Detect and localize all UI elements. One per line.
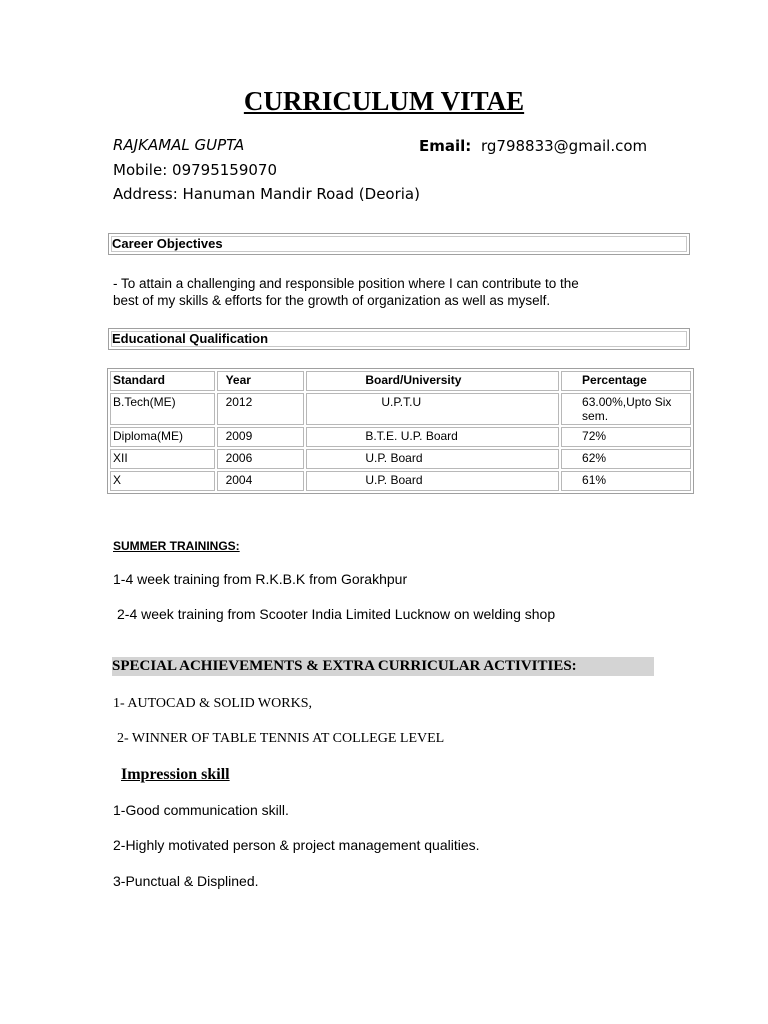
address: Address: Hanuman Mandir Road (Deoria) [113, 185, 420, 203]
mobile-number: Mobile: 09795159070 [113, 161, 278, 179]
document-title: CURRICULUM VITAE [243, 86, 525, 116]
table-cell: 2012 [217, 393, 305, 425]
table-cell: Diploma(ME) [110, 427, 215, 447]
table-cell: U.P.T.U [306, 393, 559, 425]
summer-training-item: 1-4 week training from R.K.B.K from Gorakhpur [113, 571, 408, 587]
column-header: Percentage [561, 371, 691, 391]
table-row [110, 449, 691, 469]
career-objectives-heading [108, 233, 690, 255]
table-cell: U.P. Board [306, 471, 559, 491]
table-row [110, 471, 691, 491]
impression-skill-item: 2-Highly motivated person & project management qualities. [113, 837, 480, 853]
table-cell: 61% [561, 471, 691, 491]
candidate-name: RAJKAMAL GUPTA [113, 136, 245, 154]
career-objective-line-1: - To attain a challenging and responsible position where I can contribute to the [113, 276, 579, 291]
table-cell: 72% [561, 427, 691, 447]
table-header-row [110, 371, 691, 391]
table-cell: 62% [561, 449, 691, 469]
email-address: rg798833@gmail.com [481, 137, 648, 155]
table-row [110, 427, 691, 447]
table-cell: 2009 [217, 427, 305, 447]
education-heading [108, 328, 690, 350]
education-label: Educational Qualification [112, 331, 269, 346]
table-cell: B.T.E. U.P. Board [306, 427, 559, 447]
table-cell: X [110, 471, 215, 491]
impression-skill-item: 1-Good communication skill. [113, 802, 289, 818]
column-header: Board/University [306, 371, 559, 391]
table-row [110, 393, 691, 425]
table-cell: 2004 [217, 471, 305, 491]
summer-training-item: 2-4 week training from Scooter India Limited Lucknow on welding shop [117, 606, 556, 622]
career-objectives-label: Career Objectives [112, 236, 223, 251]
achievement-item: 2- WINNER OF TABLE TENNIS AT COLLEGE LEVEL [117, 731, 445, 746]
impression-skill-item: 3-Punctual & Displined. [113, 873, 259, 889]
education-table [107, 368, 694, 494]
impression-skill-heading: Impression skill [121, 766, 230, 783]
table-cell: B.Tech(ME) [110, 393, 215, 425]
table-cell: 2006 [217, 449, 305, 469]
career-objective-line-2: best of my skills & efforts for the growth of organization as well as myself. [113, 293, 551, 308]
table-cell: 63.00%,Upto Six sem. [561, 393, 691, 425]
email-label: Email: [419, 137, 472, 155]
achievement-item: 1- AUTOCAD & SOLID WORKS, [113, 696, 312, 711]
column-header: Year [217, 371, 305, 391]
summer-trainings-heading: SUMMER TRAININGS: [113, 539, 240, 553]
table-cell: U.P. Board [306, 449, 559, 469]
column-header: Standard [110, 371, 215, 391]
table-cell: XII [110, 449, 215, 469]
special-achievements-heading: SPECIAL ACHIEVEMENTS & EXTRA CURRICULAR ACTIVITIES: [112, 657, 654, 676]
